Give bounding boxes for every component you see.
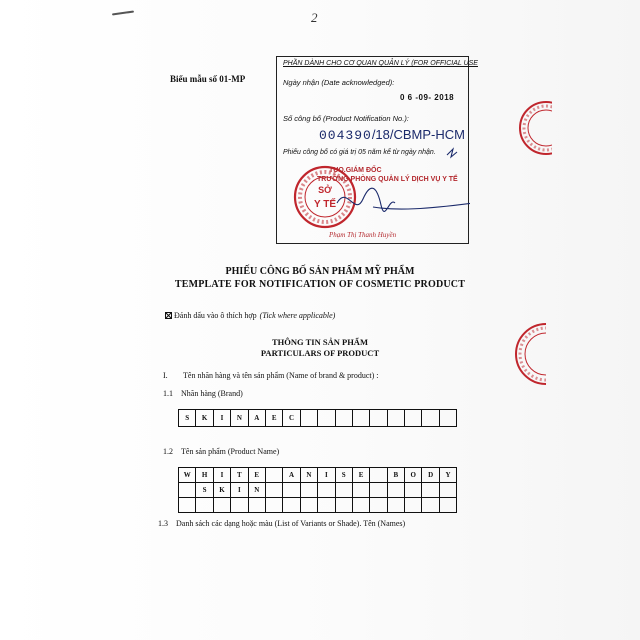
brand-letter-cell — [318, 410, 335, 427]
product-name-letter-cell: S — [196, 483, 213, 498]
brand-letter-grid — [178, 409, 457, 427]
brand-letter-cell — [336, 410, 353, 427]
product-name-letter-cell — [422, 498, 439, 513]
product-name-letter-cell: E — [353, 468, 370, 483]
product-name-letter-cell: N — [249, 483, 266, 498]
product-name-letter-cell — [301, 483, 318, 498]
product-name-letter-cell — [231, 498, 248, 513]
product-name-letter-cell — [336, 483, 353, 498]
question-1-2 — [163, 447, 279, 456]
question-1-1-text: Nhãn hàng (Brand) — [181, 389, 243, 398]
brand-letter-cell: I — [214, 410, 231, 427]
notification-number-suffix: /18/CBMP-HCM — [371, 127, 465, 142]
product-name-letter-cell — [353, 498, 370, 513]
question-1-1-number: 1.1 — [163, 389, 173, 398]
validity-note: Phiếu công bố có giá trị 05 năm kể từ ngày nhận. — [283, 149, 436, 156]
received-date-stamp: 0 6 -09- 2018 — [400, 93, 455, 102]
product-name-letter-cell — [388, 498, 405, 513]
received-date-label: Ngày nhận (Date acknowledged): — [283, 78, 395, 87]
product-name-letter-cell — [179, 498, 196, 513]
product-name-letter-cell — [370, 468, 387, 483]
form-code: Biểu mẫu số 01-MP — [170, 74, 246, 84]
product-name-letter-cell — [318, 483, 335, 498]
product-name-letter-cell: K — [214, 483, 231, 498]
question-1-3-number: 1.3 — [158, 519, 168, 528]
product-name-letter-cell — [283, 483, 300, 498]
brand-letter-cell: N — [231, 410, 248, 427]
question-1 — [163, 371, 379, 380]
product-name-letter-cell — [301, 498, 318, 513]
product-name-letter-cell: S — [336, 468, 353, 483]
page-number: 2 — [311, 10, 318, 25]
section-title-en: PARTICULARS OF PRODUCT — [260, 348, 380, 358]
product-name-letter-cell: I — [318, 468, 335, 483]
product-name-letter-cell: Y — [440, 468, 457, 483]
brand-letter-cell — [301, 410, 318, 427]
product-name-letter-cell — [440, 483, 457, 498]
question-1-3-text: Danh sách các dạng hoặc màu (List of Variants or Shade). Tên (Names) — [176, 519, 406, 528]
question-1-number: I. — [163, 371, 168, 380]
brand-letter-cell — [388, 410, 405, 427]
tick-instruction-vn: Đánh dấu vào ô thích hợp — [174, 311, 257, 320]
question-1-text: Tên nhãn hàng và tên sản phẩm (Name of brand & product) : — [183, 371, 379, 380]
notification-number — [319, 127, 465, 143]
product-name-letter-cell — [440, 498, 457, 513]
product-name-letter-cell: O — [405, 468, 422, 483]
product-name-letter-cell: I — [214, 468, 231, 483]
brand-letter-cell — [405, 410, 422, 427]
product-name-letter-cell — [196, 498, 213, 513]
product-name-letter-cell — [318, 498, 335, 513]
question-1-2-text: Tên sản phẩm (Product Name) — [181, 447, 280, 456]
product-name-letter-cell: H — [196, 468, 213, 483]
product-name-letter-cell — [405, 498, 422, 513]
product-name-letter-cell: T — [231, 468, 248, 483]
product-name-letter-cell: D — [422, 468, 439, 483]
product-name-letter-cell — [266, 468, 283, 483]
product-name-letter-grid — [178, 467, 457, 513]
notification-number-digits: 004390 — [319, 128, 372, 143]
product-name-letter-cell — [388, 483, 405, 498]
official-use-header: PHẦN DÀNH CHO CƠ QUAN QUẢN LÝ (FOR OFFICIAL USE — [283, 60, 478, 67]
signer-title-1: TUQ.GIÁM ĐỐC — [329, 167, 382, 174]
product-name-letter-cell: N — [301, 468, 318, 483]
product-name-letter-cell — [214, 498, 231, 513]
signer-title-2: TRƯỞNG PHÒNG QUẢN LÝ DỊCH VỤ Y TẾ — [317, 176, 458, 183]
section-title-vn: THÔNG TIN SẢN PHẨM — [272, 337, 368, 347]
form-title-vn: PHIẾU CÔNG BỐ SẢN PHẨM MỸ PHẨM — [225, 266, 415, 277]
edge-seal-top-icon — [512, 96, 552, 160]
brand-letter-cell: S — [179, 410, 196, 427]
product-name-letter-cell — [266, 498, 283, 513]
product-name-letter-cell: I — [231, 483, 248, 498]
signer-name: Phạm Thị Thanh Huyền — [329, 231, 397, 239]
product-name-letter-cell — [405, 483, 422, 498]
pen-mark — [112, 10, 134, 15]
brand-letter-cell: C — [283, 410, 300, 427]
product-name-letter-cell — [283, 498, 300, 513]
product-name-letter-cell — [249, 498, 266, 513]
product-name-letter-cell: B — [388, 468, 405, 483]
notification-number-label: Số công bố (Product Notification No.): — [283, 114, 409, 123]
product-name-letter-cell — [370, 498, 387, 513]
brand-letter-cell — [422, 410, 439, 427]
tick-instruction — [165, 311, 335, 320]
tick-instruction-en: (Tick where applicable) — [259, 311, 336, 320]
product-name-letter-cell: A — [283, 468, 300, 483]
brand-letter-cell — [440, 410, 457, 427]
product-name-letter-cell: W — [179, 468, 196, 483]
product-name-letter-cell — [353, 483, 370, 498]
brand-letter-cell: K — [196, 410, 213, 427]
product-name-letter-cell — [336, 498, 353, 513]
product-name-letter-cell — [370, 483, 387, 498]
form-title-en: TEMPLATE FOR NOTIFICATION OF COSMETIC PRODUCT — [174, 279, 466, 290]
question-1-2-number: 1.2 — [163, 447, 173, 456]
seal-text-yte: Y TẾ — [313, 199, 337, 210]
product-name-letter-cell — [266, 483, 283, 498]
question-1-3 — [158, 519, 405, 528]
product-name-letter-cell — [179, 483, 196, 498]
brand-letter-cell — [353, 410, 370, 427]
official-use-box — [276, 56, 478, 244]
product-name-letter-cell: E — [249, 468, 266, 483]
brand-letter-cell — [370, 410, 387, 427]
product-name-letter-cell — [422, 483, 439, 498]
checked-box-icon — [165, 312, 172, 319]
seal-text-so: SỞ — [318, 185, 332, 195]
brand-letter-cell: A — [249, 410, 266, 427]
question-1-1 — [163, 389, 243, 398]
brand-letter-cell: E — [266, 410, 283, 427]
